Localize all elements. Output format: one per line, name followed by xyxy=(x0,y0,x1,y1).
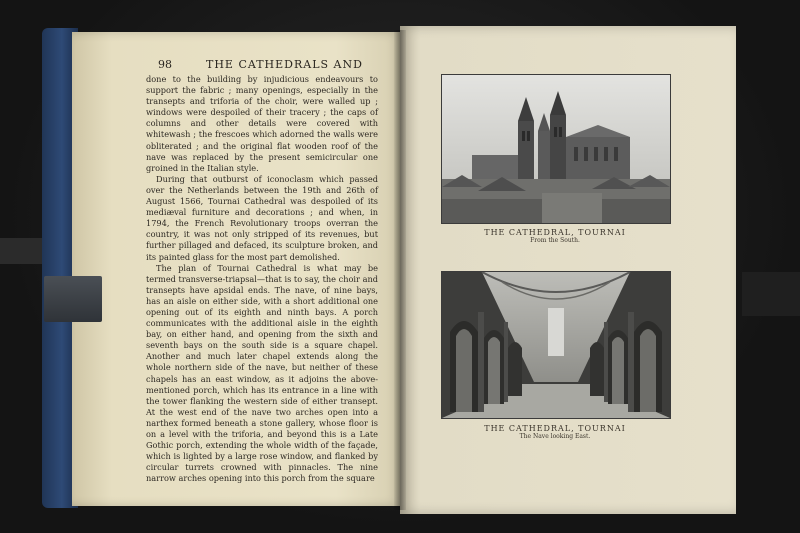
body-text xyxy=(146,74,378,484)
running-head: THE CATHEDRALS AND xyxy=(206,58,363,71)
page-clip xyxy=(44,276,102,322)
background-shadow xyxy=(742,272,800,316)
page-number: 98 xyxy=(158,58,172,71)
paragraph: The plan of Tournai Cathedral is what may be termed transverse-triapsal—that is to say, the choir and transepts have apsidal ends. The nave, of nine bays, has an aisle on either side, with a short additional one opening out of its eighth and ninth bays. A porch communicates with the additional aisle in the eighth bay, on either hand, and opening from the sixth and seventh bays on the south side is a square chapel. Another and much later chapel extends along the whole northern side of the nave, but neither of these chapels has an east window, as it adjoins the above-mentioned porch, which has its entrance in a line with the tower flanking the western side of either transept. At the west end of the nave two arches open into a narthex formed beneath a stone gallery, whose floor is on a level with the triforia, and beyond this is a Late Gothic porch, extending the whole width of the façade, which is lighted by a large rose window, and flanked by circular turrets crowned with pinnacles. The nine narrow arches opening into this porch from the square xyxy=(146,262,378,484)
photo-plate-interior xyxy=(441,271,671,419)
caption-subtitle: From the South. xyxy=(530,237,580,244)
paragraph: done to the building by injudicious endeavours to support the fabric ; many openings, especially in the transepts and triforia of the choir, were walled up ; windows were despoiled of their tracery ; the caps of columns and other details were covered with whitewash ; the frescoes which adorned the walls were obliterated ; and the original flat wooden roof of the nave was replaced by the present semicircular one groined in the Italian style. xyxy=(146,74,378,173)
page-header xyxy=(158,58,398,72)
plate-caption xyxy=(441,228,669,244)
book-gutter xyxy=(394,30,406,510)
photo-plate-exterior xyxy=(441,74,671,224)
caption-title: THE CATHEDRAL, TOURNAI xyxy=(484,424,626,433)
plate-caption xyxy=(441,424,669,440)
paragraph: During that outburst of iconoclasm which passed over the Netherlands between the 19th and 26th of August 1566, Tournai Cathedral was despoiled of its mediæval furniture and decorations ; and when, in 1794, the French Revolutionary troops overran the country, it was not only stripped of its revenues, but further pillaged and defaced, its sculpture broken, and its painted glass for the most part demolished. xyxy=(146,173,378,262)
caption-subtitle: The Nave looking East. xyxy=(519,433,591,440)
caption-title: THE CATHEDRAL, TOURNAI xyxy=(484,228,626,237)
